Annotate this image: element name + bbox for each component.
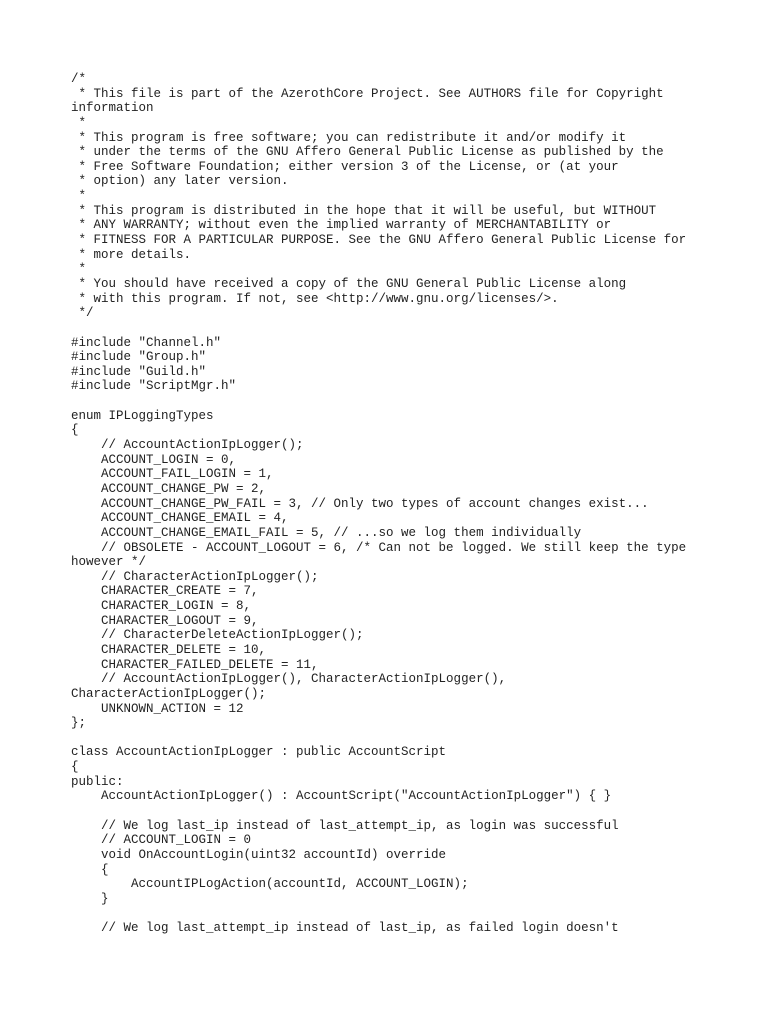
code-line: CHARACTER_FAILED_DELETE = 11, (71, 657, 319, 672)
code-line: { (71, 423, 79, 438)
code-line: void OnAccountLogin(uint32 accountId) override (71, 847, 447, 862)
code-line: { (71, 862, 109, 877)
code-line: /* (71, 72, 87, 86)
code-line: ACCOUNT_CHANGE_PW = 2, (71, 481, 267, 496)
code-line (71, 321, 751, 336)
code-line: } (71, 891, 109, 906)
code-listing (71, 72, 751, 936)
code-line: * (71, 262, 87, 277)
code-line: // AccountActionIpLogger(), CharacterActionIpLogger(), (71, 672, 507, 687)
code-line (71, 907, 751, 922)
code-line: // CharacterDeleteActionIpLogger(); (71, 628, 364, 643)
code-line: // AccountActionIpLogger(); (71, 438, 304, 453)
code-line: #include "Channel.h" (71, 335, 222, 350)
code-line: ACCOUNT_FAIL_LOGIN = 1, (71, 467, 274, 482)
code-line (71, 804, 751, 819)
code-line: * under the terms of the GNU Affero General Public License as published by the (71, 145, 664, 160)
code-line: * This file is part of the AzerothCore Project. See AUTHORS file for Copyright (71, 86, 664, 101)
code-line: * with this program. If not, see <http://www.gnu.org/licenses/>. (71, 291, 559, 306)
code-line: UNKNOWN_ACTION = 12 (71, 701, 244, 716)
code-line: #include "Guild.h" (71, 364, 207, 379)
code-line: * This program is distributed in the hope that it will be useful, but WITHOUT (71, 203, 657, 218)
code-line: ACCOUNT_CHANGE_EMAIL_FAIL = 5, // ...so we log them individually (71, 525, 582, 540)
code-line: AccountActionIpLogger() : AccountScript("AccountActionIpLogger") { } (71, 789, 612, 804)
code-line: * FITNESS FOR A PARTICULAR PURPOSE. See the GNU Affero General Public License for (71, 233, 687, 248)
code-line: * This program is free software; you can redistribute it and/or modify it (71, 130, 627, 145)
code-line: * option) any later version. (71, 174, 289, 189)
code-line: ACCOUNT_CHANGE_PW_FAIL = 3, // Only two types of account changes exist... (71, 496, 649, 511)
code-line: class AccountActionIpLogger : public AccountScript (71, 745, 447, 760)
code-line: #include "ScriptMgr.h" (71, 379, 237, 394)
code-line: CHARACTER_LOGIN = 8, (71, 599, 252, 614)
code-line: #include "Group.h" (71, 350, 207, 365)
code-line: CHARACTER_CREATE = 7, (71, 584, 259, 599)
code-line: CHARACTER_LOGOUT = 9, (71, 613, 259, 628)
code-line: ACCOUNT_CHANGE_EMAIL = 4, (71, 511, 289, 526)
code-line: * You should have received a copy of the GNU General Public License along (71, 276, 627, 291)
code-line: * (71, 189, 87, 204)
code-line: AccountIPLogAction(accountId, ACCOUNT_LOGIN); (71, 877, 469, 892)
code-line (71, 731, 751, 746)
code-line: CHARACTER_DELETE = 10, (71, 642, 267, 657)
code-line: information (71, 101, 154, 116)
code-line (71, 394, 751, 409)
code-line: * ANY WARRANTY; without even the implied warranty of MERCHANTABILITY or (71, 218, 612, 233)
code-line: CharacterActionIpLogger(); (71, 686, 267, 701)
code-line: * Free Software Foundation; either version 3 of the License, or (at your (71, 159, 619, 174)
code-line: public: (71, 774, 124, 789)
code-line: */ (71, 306, 94, 321)
code-line: }; (71, 716, 87, 731)
code-line: * more details. (71, 247, 192, 262)
code-line: however */ (71, 555, 147, 570)
code-line: enum IPLoggingTypes (71, 408, 214, 423)
code-line: // We log last_attempt_ip instead of last_ip, as failed login doesn't (71, 921, 619, 936)
code-line: ACCOUNT_LOGIN = 0, (71, 452, 237, 467)
code-line: // OBSOLETE - ACCOUNT_LOGOUT = 6, /* Can not be logged. We still keep the type (71, 540, 687, 555)
code-line: * (71, 115, 87, 130)
code-line: // ACCOUNT_LOGIN = 0 (71, 833, 252, 848)
code-line: // CharacterActionIpLogger(); (71, 569, 319, 584)
code-line: { (71, 760, 79, 775)
code-line: // We log last_ip instead of last_attempt_ip, as login was successful (71, 818, 619, 833)
